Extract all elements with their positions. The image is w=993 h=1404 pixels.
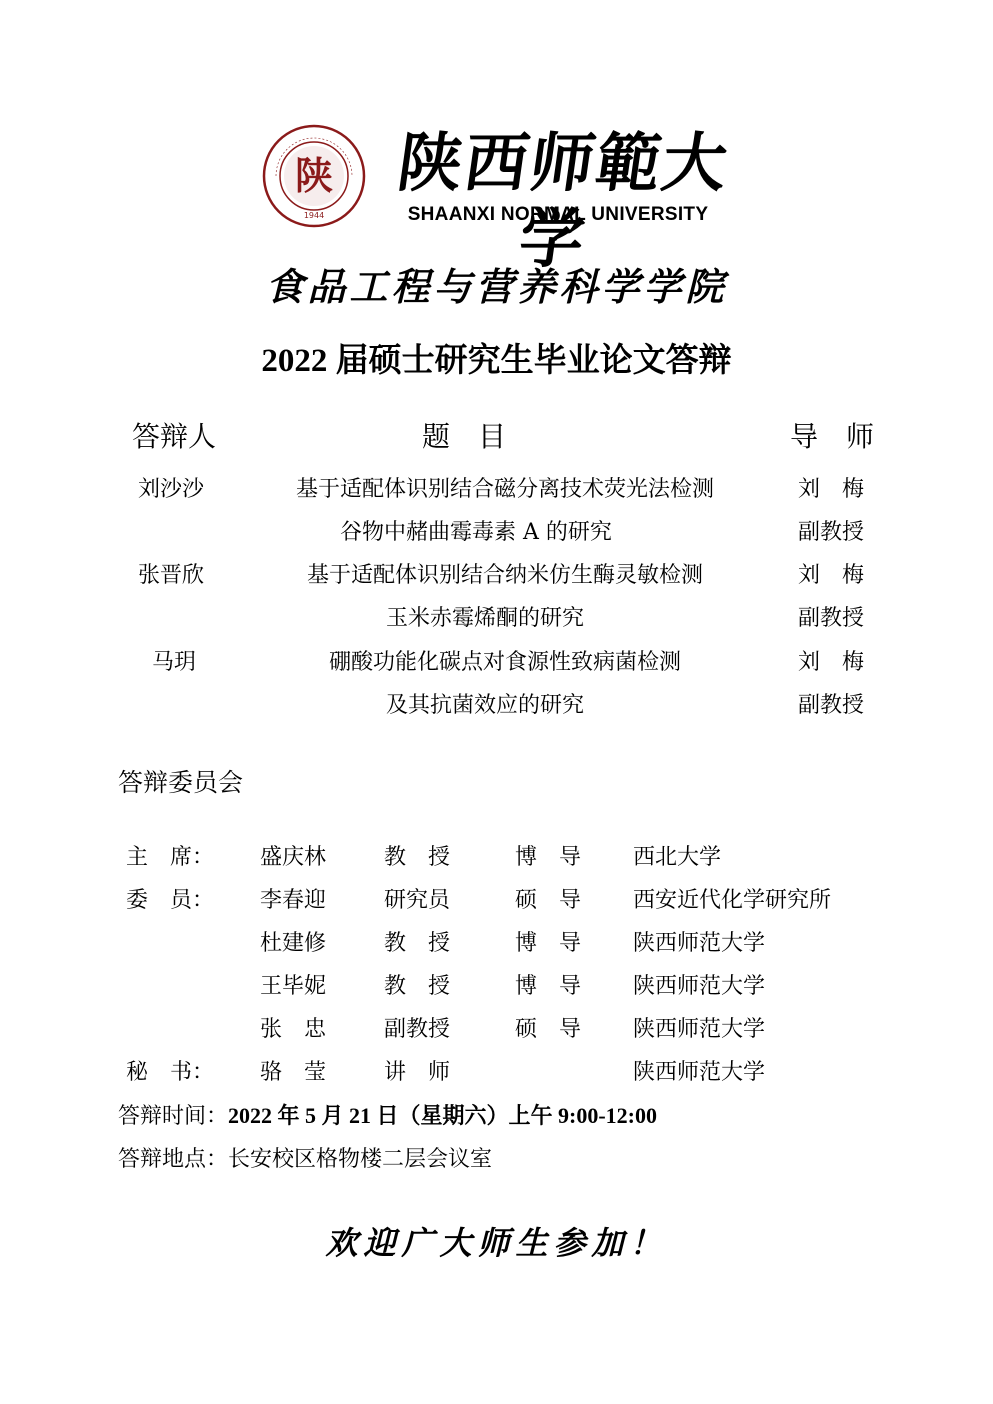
member-affiliation: 陕西师范大学 — [633, 1017, 766, 1042]
university-name-en: SHAANXI NORMAL UNIVERSITY — [407, 204, 709, 225]
student-name: 马玥 — [152, 650, 197, 675]
topic-line-2: 谷物中赭曲霉毒素 A 的研究 — [340, 520, 612, 545]
member-name: 李春迎 — [260, 888, 327, 913]
student-name: 张晋欣 — [138, 563, 205, 588]
university-seal-icon — [262, 124, 366, 228]
advisor-name: 刘 梅 — [798, 563, 865, 588]
member-name: 杜建修 — [260, 931, 327, 956]
defense-time-value: 2022 年 5 月 21 日（星期六）上午 9:00-12:00 — [228, 1103, 657, 1128]
advisor-name: 刘 梅 — [798, 477, 865, 502]
member-role: 委 员： — [126, 888, 215, 913]
member-role: 主 席： — [126, 845, 215, 870]
svg-text:1944: 1944 — [303, 211, 325, 220]
topic-line-1: 基于适配体识别结合纳米仿生酶灵敏检测 — [306, 563, 703, 588]
member-supervisor: 博 导 — [515, 974, 582, 999]
member-name: 盛庆林 — [260, 845, 327, 870]
member-rank: 教 授 — [384, 845, 451, 870]
member-rank: 讲 师 — [384, 1060, 451, 1085]
university-name-cn: 陕西师範大学 — [393, 126, 734, 277]
event-title: 2022 届硕士研究生毕业论文答辩 — [261, 343, 732, 379]
committee-heading: 答辩委员会 — [118, 769, 244, 797]
defense-time-label: 答辩时间： — [118, 1103, 229, 1128]
topic-line-2: 及其抗菌效应的研究 — [386, 693, 585, 718]
member-supervisor: 博 导 — [515, 931, 582, 956]
member-name: 骆 莹 — [260, 1060, 327, 1085]
student-name: 刘沙沙 — [138, 477, 205, 502]
member-affiliation: 西北大学 — [633, 845, 722, 870]
topic-line-1: 硼酸功能化碳点对食源性致病菌检测 — [328, 650, 681, 675]
advisor-name: 刘 梅 — [798, 650, 865, 675]
defense-place-label: 答辩地点： — [118, 1146, 229, 1171]
member-rank: 研究员 — [384, 888, 451, 913]
header-advisor: 导 师 — [790, 421, 875, 452]
member-supervisor: 硕 导 — [515, 888, 582, 913]
defense-place — [118, 1142, 492, 1173]
advisor-title: 副教授 — [798, 520, 865, 545]
member-supervisor: 硕 导 — [515, 1017, 582, 1042]
topic-line-2: 玉米赤霉烯酮的研究 — [386, 606, 585, 631]
defense-time — [118, 1099, 657, 1130]
member-affiliation: 陕西师范大学 — [633, 1060, 766, 1085]
member-rank: 教 授 — [384, 974, 451, 999]
university-wordmark — [378, 126, 738, 277]
svg-text:陕: 陕 — [294, 153, 334, 198]
advisor-title: 副教授 — [798, 606, 865, 631]
defense-place-value: 长安校区格物楼二层会议室 — [228, 1146, 493, 1171]
topic-line-1: 基于适配体识别结合磁分离技术荧光法检测 — [295, 477, 714, 502]
member-affiliation: 西安近代化学研究所 — [633, 888, 832, 913]
member-supervisor: 博 导 — [515, 845, 582, 870]
member-affiliation: 陕西师范大学 — [633, 931, 766, 956]
member-name: 张 忠 — [260, 1017, 327, 1042]
member-rank: 教 授 — [384, 931, 451, 956]
member-affiliation: 陕西师范大学 — [633, 974, 766, 999]
member-rank: 副教授 — [384, 1017, 451, 1042]
welcome-message: 欢迎广大师生参加！ — [325, 1224, 668, 1262]
college-name: 食品工程与营养科学学院 — [265, 264, 728, 309]
header-student: 答辩人 — [132, 421, 217, 452]
member-name: 王毕妮 — [260, 974, 327, 999]
member-role: 秘 书： — [126, 1060, 215, 1085]
advisor-title: 副教授 — [798, 693, 865, 718]
header-topic: 题 目 — [422, 421, 507, 452]
